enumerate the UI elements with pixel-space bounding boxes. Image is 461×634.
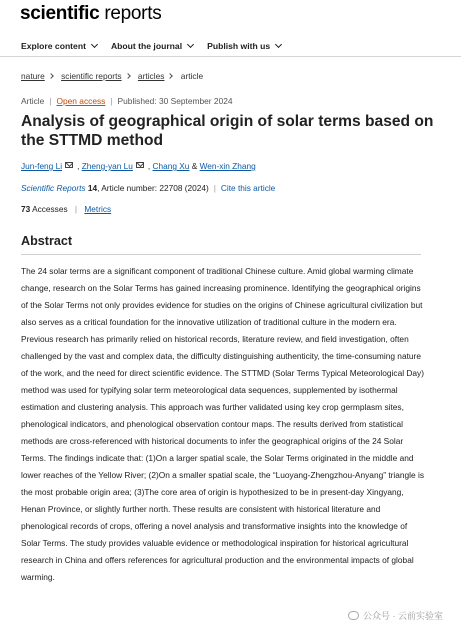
main-nav xyxy=(0,30,461,56)
breadcrumb-current: article xyxy=(180,71,204,81)
site-header xyxy=(0,0,461,30)
journal-link[interactable]: Scientific Reports xyxy=(21,183,86,193)
access-label: Accesses xyxy=(32,204,68,214)
article-meta: Article | Open access | Published: 30 September 2024 xyxy=(21,96,233,106)
published-date: Published: 30 September 2024 xyxy=(117,96,233,106)
site-logo[interactable]: scientific reports xyxy=(20,3,162,24)
chevron-right-icon xyxy=(48,73,54,79)
watermark: 公众号 · 云前实验室 xyxy=(348,609,443,622)
chevron-right-icon xyxy=(125,73,131,79)
nav-publish-with-us[interactable]: Publish with us xyxy=(207,36,281,56)
abstract-text: The 24 solar terms are a significant component of traditional Chinese culture. Amid global warming climate change, research on the Solar Terms has gained increasing prominence. Identifying the geographical origins of the Solar Terms not only provides evidence for studies on the origins of Chinese agricultural civilization but also serves as a critical foundation for the innovative utilization of traditional culture in the modern era. Previous research has primarily relied on historical records, literature review, and field investigation, often challenged by the vast and complex data, the difficulty distinguishing authenticity, the time-consuming nature of the work, and the need for direct scientific evidence. The STTMD (Solar Terms Typical Meteorological Day) method was used for typifying solar term meteorological data sequences, supplemented by isothermal estimation and clustering analysis. This approach was further validated using key crop germplasm sites, phenological indicators, and phenological observation contour maps. The results derived from statistical methods are cross-referenced with historical documents to infer the geographical origins of the 24 Solar Terms. The findings indicate that: (1)On a larger spatial scale, the Solar Terms originated in the middle and lower reaches of the Yellow River; (2)On a smaller spatial scale, the “Luoyang-Zhengzhou-Anyang” triangle is the most probable origin area; (3)The core area of origin is hypothesized to be in present-day Xingyang, Henan Province, or slightly further north. These results are consistent with historical literature and phenological records of crops, offering a novel analysis and transformative insights into the knowledge of Solar Terms. The study provides valuable evidence or methodological inspiration for historical agricultural research in China and offers references for agricultural production and the environmental impacts of global warming. xyxy=(21,266,425,582)
breadcrumb-nature[interactable]: nature xyxy=(21,71,45,81)
author-link[interactable]: Jun-feng Li xyxy=(21,161,63,171)
article-title: Analysis of geographical origin of solar terms based on the STTMD method xyxy=(21,113,434,149)
nav-explore-content[interactable]: Explore content xyxy=(21,36,97,56)
cite-this-article-link[interactable]: Cite this article xyxy=(220,183,276,193)
chevron-down-icon xyxy=(187,41,194,48)
author-link[interactable]: Chang Xu xyxy=(152,161,190,171)
email-icon[interactable] xyxy=(65,162,73,168)
abstract-divider xyxy=(21,254,421,255)
author-link[interactable]: Wen-xin Zhang xyxy=(199,161,256,171)
author-list: Jun-feng Li , Zheng-yan Lu , Chang Xu & Wen-xin Zhang xyxy=(21,161,256,171)
breadcrumb-articles[interactable]: articles xyxy=(137,71,165,81)
access-count: 73 xyxy=(21,204,31,214)
nav-about-journal[interactable]: About the journal xyxy=(111,36,193,56)
author-link[interactable]: Zheng-yan Lu xyxy=(81,161,133,171)
volume-number: 14 xyxy=(87,183,98,193)
chevron-right-icon xyxy=(168,73,174,79)
chevron-down-icon xyxy=(91,41,98,48)
chevron-down-icon xyxy=(275,41,282,48)
metrics-link[interactable]: Metrics xyxy=(84,204,112,214)
abstract-heading: Abstract xyxy=(21,234,73,248)
access-metrics: 73 Accesses | Metrics xyxy=(21,204,112,214)
article-type: Article xyxy=(21,96,45,106)
article-number: , Article number: 22708 (2024) xyxy=(97,183,209,193)
breadcrumb-scientific-reports[interactable]: scientific reports xyxy=(61,71,122,81)
breadcrumb xyxy=(0,57,461,93)
open-access-link[interactable]: Open access xyxy=(56,96,106,106)
wechat-icon xyxy=(348,611,359,620)
citation-line: Scientific Reports 14, Article number: 22708 (2024) | Cite this article xyxy=(21,183,276,193)
email-icon[interactable] xyxy=(136,162,144,168)
